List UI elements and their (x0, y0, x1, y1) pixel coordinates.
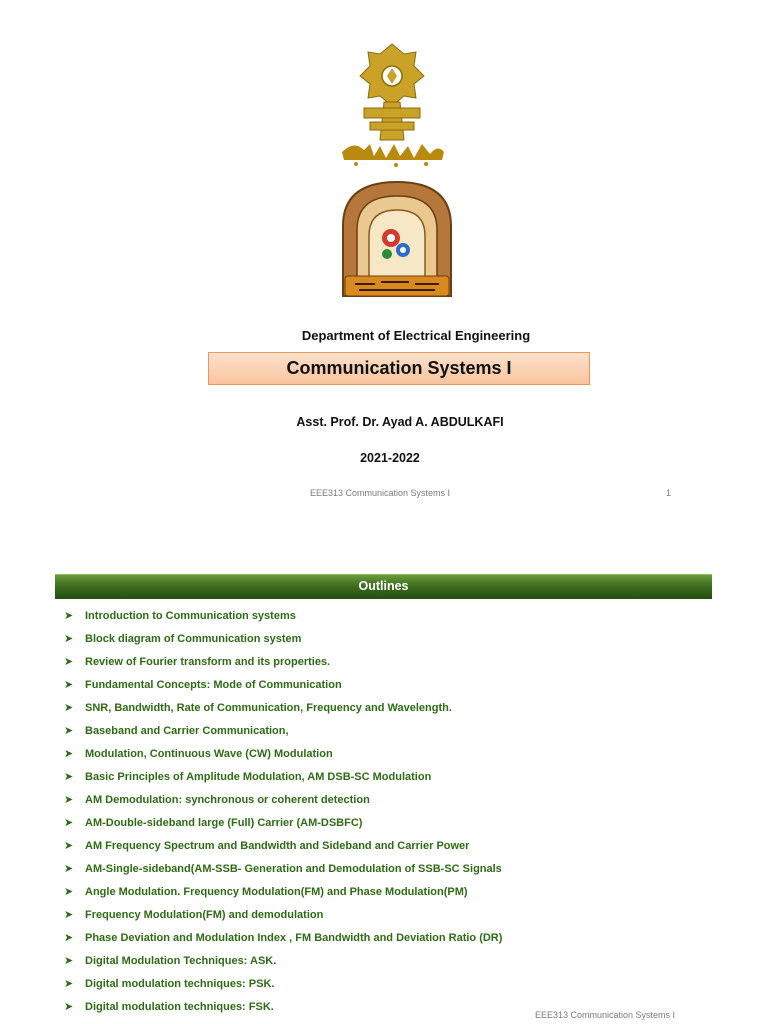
list-item (64, 883, 724, 906)
list-item (64, 768, 724, 791)
arrowhead-bullet-icon: ➤ (64, 932, 74, 944)
list-item (64, 791, 724, 814)
arrowhead-bullet-icon: ➤ (64, 771, 74, 783)
list-item-text: Angle Modulation. Frequency Modulation(FM) and Phase Modulation(PM) (85, 886, 468, 898)
list-item-text: Digital modulation techniques: FSK. (85, 1001, 274, 1013)
list-item (64, 975, 724, 998)
academic-year: 2021-2022 (360, 451, 420, 465)
list-item (64, 630, 724, 653)
list-item (64, 837, 724, 860)
list-item-text: SNR, Bandwidth, Rate of Communication, Frequency and Wavelength. (85, 702, 452, 714)
list-item-text: Basic Principles of Amplitude Modulation, AM DSB-SC Modulation (85, 771, 432, 783)
arrowhead-bullet-icon: ➤ (64, 748, 74, 760)
arrowhead-bullet-icon: ➤ (64, 794, 74, 806)
course-title: Communication Systems I (286, 358, 512, 378)
arrowhead-bullet-icon: ➤ (64, 633, 74, 645)
arrowhead-bullet-icon: ➤ (64, 817, 74, 829)
list-item-text: Phase Deviation and Modulation Index , FM Bandwidth and Deviation Ratio (DR) (85, 932, 503, 944)
list-item (64, 699, 724, 722)
list-item (64, 607, 724, 630)
outline-heading: Outlines (358, 579, 409, 593)
list-item-text: AM-Single-sideband(AM-SSB- Generation and Demodulation of SSB-SC Signals (85, 863, 502, 875)
list-item-text: Digital modulation techniques: PSK. (85, 978, 275, 990)
arrowhead-bullet-icon: ➤ (64, 886, 74, 898)
list-item-text: Frequency Modulation(FM) and demodulation (85, 909, 324, 921)
arrowhead-bullet-icon: ➤ (64, 725, 74, 737)
list-item (64, 676, 724, 699)
arrowhead-bullet-icon: ➤ (64, 840, 74, 852)
list-item-text: AM Demodulation: synchronous or coherent detection (85, 794, 370, 806)
arrowhead-bullet-icon: ➤ (64, 610, 74, 622)
outline-slide (0, 520, 768, 1024)
department-name: Department of Electrical Engineering (301, 328, 531, 343)
outline-list (64, 607, 724, 1021)
list-item-text: Introduction to Communication systems (85, 610, 296, 622)
page-number: 1 (666, 488, 672, 498)
list-item-text: AM-Double-sideband large (Full) Carrier (AM-DSBFC) (85, 817, 363, 829)
list-item (64, 653, 724, 676)
arrowhead-bullet-icon: ➤ (64, 955, 74, 967)
arrowhead-bullet-icon: ➤ (64, 978, 74, 990)
course-title-box (208, 352, 590, 385)
list-item-text: Baseband and Carrier Communication, (85, 725, 289, 737)
slide-footer: EEE313 Communication Systems I (535, 1010, 676, 1020)
list-item-text: Block diagram of Communication system (85, 633, 302, 645)
slide-footer: EEE313 Communication Systems I (310, 488, 451, 498)
author-name: Asst. Prof. Dr. Ayad A. ABDULKAFI (296, 415, 504, 429)
college-logo (335, 176, 459, 302)
list-item (64, 860, 724, 883)
arrowhead-bullet-icon: ➤ (64, 702, 74, 714)
list-item-text: AM Frequency Spectrum and Bandwidth and Sideband and Carrier Power (85, 840, 470, 852)
list-item (64, 952, 724, 975)
list-item (64, 745, 724, 768)
university-logo (334, 40, 450, 168)
arrowhead-bullet-icon: ➤ (64, 909, 74, 921)
arrowhead-bullet-icon: ➤ (64, 656, 74, 668)
arrowhead-bullet-icon: ➤ (64, 863, 74, 875)
list-item-text: Modulation, Continuous Wave (CW) Modulation (85, 748, 333, 760)
outline-heading-bar (55, 574, 712, 599)
list-item-text: Digital Modulation Techniques: ASK. (85, 955, 277, 967)
list-item (64, 722, 724, 745)
list-item (64, 906, 724, 929)
list-item (64, 929, 724, 952)
list-item (64, 814, 724, 837)
list-item-text: Fundamental Concepts: Mode of Communication (85, 679, 342, 691)
arrowhead-bullet-icon: ➤ (64, 1001, 74, 1013)
arrowhead-bullet-icon: ➤ (64, 679, 74, 691)
list-item-text: Review of Fourier transform and its properties. (85, 656, 331, 668)
